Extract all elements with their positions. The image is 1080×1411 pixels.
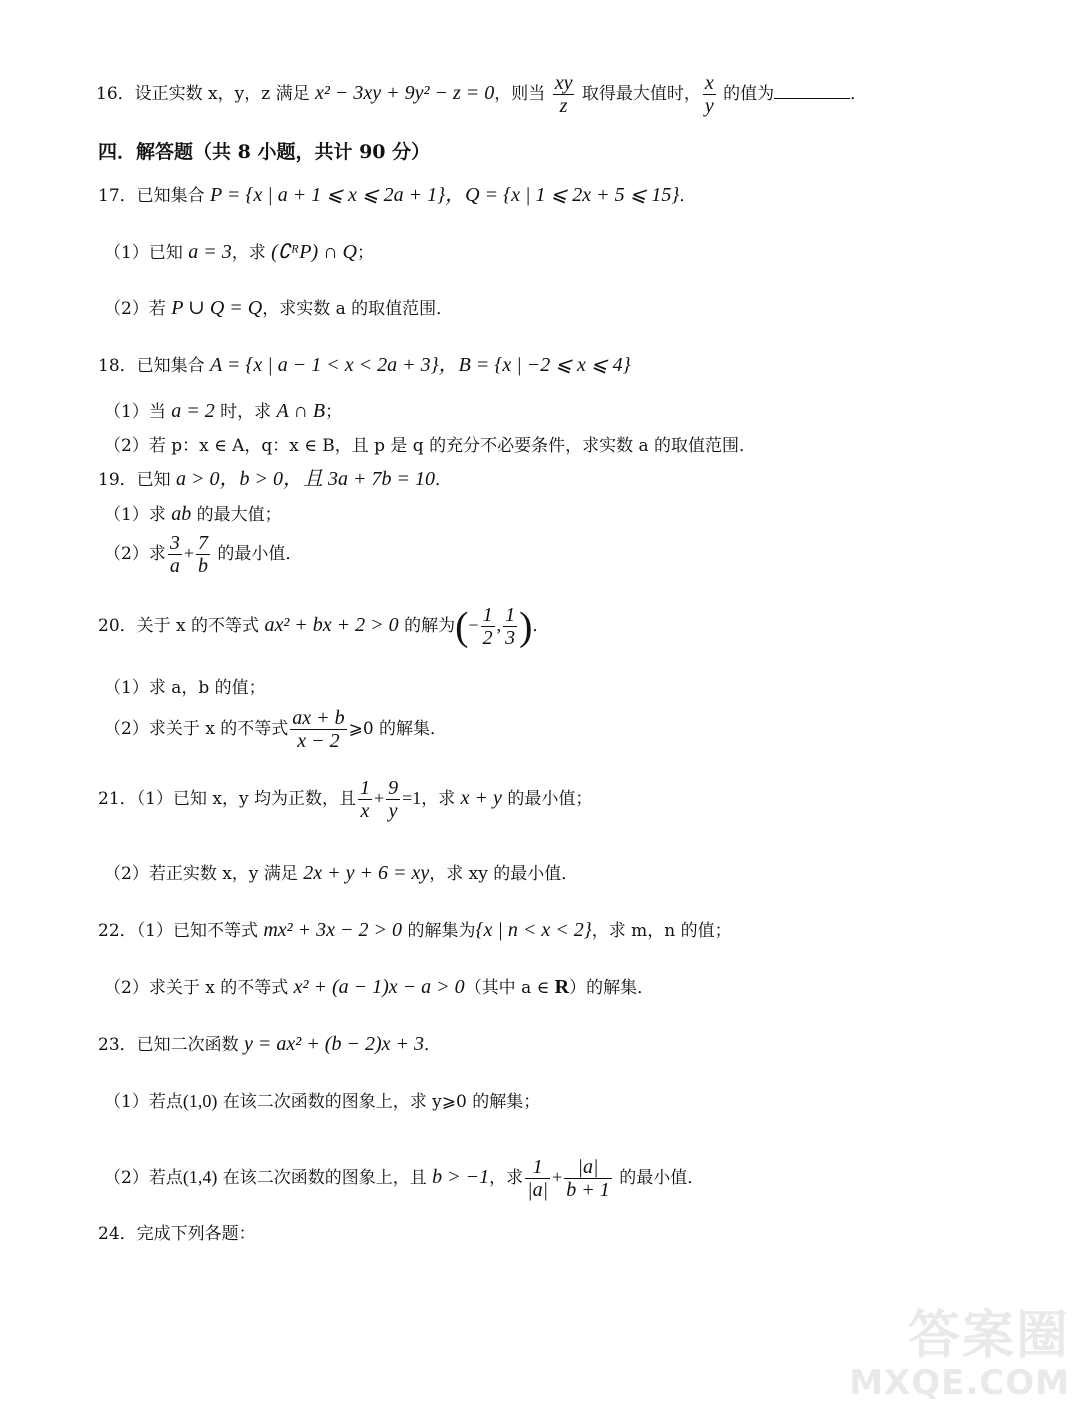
q17-part1-math: a = 3 bbox=[188, 241, 232, 263]
watermark-logo-text: 答案圈 bbox=[907, 1306, 1070, 1366]
q16-fraction-x-over-y bbox=[703, 72, 716, 117]
q20-stem-end: ． bbox=[532, 616, 550, 636]
q23-plus-sign: + bbox=[552, 1167, 563, 1187]
q19-stem-prefix: 19．已知 bbox=[98, 470, 177, 490]
q19-plus-sign: + bbox=[183, 543, 194, 563]
q20-interval-open-paren: ( bbox=[455, 603, 469, 649]
q23-fraction-abs-a-over-b-plus-1 bbox=[564, 1156, 612, 1201]
q20-part2-prefix: （2）求关于 x 的不等式 bbox=[104, 719, 289, 739]
q20-frac1-numerator: 1 bbox=[482, 604, 493, 626]
q17-part1-mid: ，求 bbox=[231, 243, 272, 263]
q23-part2-mid2: ，求 bbox=[489, 1168, 524, 1188]
q21-fraction-1-over-x bbox=[358, 777, 372, 822]
watermark bbox=[849, 1293, 1070, 1403]
q19-fraction-3-over-a bbox=[168, 532, 182, 577]
q21-part2-math: 2x + y + 6 = xy bbox=[303, 862, 430, 884]
q23-stem-end: ． bbox=[423, 1035, 441, 1055]
q22-part1-set: {x | n < x < 2} bbox=[475, 919, 592, 941]
q20-fraction-1-over-2 bbox=[481, 604, 495, 649]
question-20-stem bbox=[98, 604, 549, 649]
q17-part1-prefix: （1）已知 bbox=[104, 243, 189, 263]
q19-stem-end: ． bbox=[435, 470, 453, 490]
q18-stem-prefix: 18．已知集合 bbox=[98, 356, 211, 376]
q19-part1-prefix: （1）求 bbox=[104, 505, 172, 525]
q23-frac2-denominator: b + 1 bbox=[566, 1179, 610, 1201]
q21-plus-sign: + bbox=[373, 788, 385, 808]
q20-part2-numerator: ax + b bbox=[292, 707, 345, 729]
q21-part2-prefix: （2）若正实数 x，y 满足 bbox=[104, 864, 304, 884]
q20-interval-minus: − bbox=[468, 615, 479, 635]
q20-stem-prefix: 20．关于 x 的不等式 bbox=[98, 616, 265, 636]
q20-frac2-numerator: 1 bbox=[505, 604, 516, 626]
q17-part2-end: ，求实数 a 的取值范围． bbox=[262, 299, 454, 319]
q16-suffix: 的值为 bbox=[717, 84, 775, 104]
q20-fraction-1-over-3 bbox=[503, 604, 517, 649]
q23-part2-mid: 在该二次函数的图象上，且 bbox=[217, 1168, 433, 1188]
q20-part2-denominator: x − 2 bbox=[290, 729, 346, 752]
q17-part2-math: P ∪ Q = Q bbox=[171, 297, 263, 319]
q18-part1-end: ； bbox=[325, 402, 343, 422]
q19-frac1-denominator: a bbox=[169, 555, 180, 577]
q20-frac1-denominator: 2 bbox=[482, 627, 493, 649]
q23-frac1-denominator: |a| bbox=[527, 1179, 549, 1201]
q18-part1-mid: 时，求 bbox=[214, 402, 277, 422]
q20-stem-mid: 的解为 bbox=[398, 616, 456, 636]
q23-part1-prefix: （1）若点 bbox=[104, 1092, 183, 1112]
q18-stem-math: A = {x | a − 1 < x < 2a + 3}，B = {x | −2 ⩽ x ⩽ 4} bbox=[210, 354, 631, 376]
q21-frac1-numerator: 1 bbox=[359, 777, 370, 799]
q22-real-numbers-symbol: R bbox=[554, 976, 570, 998]
q17-part2-prefix: （2）若 bbox=[104, 299, 172, 319]
question-17-part-2 bbox=[104, 296, 453, 321]
q16-middle: ，则当 bbox=[494, 84, 551, 104]
q18-part1-math: a = 2 bbox=[171, 400, 215, 422]
q21-part1-expr: x + y bbox=[460, 787, 502, 809]
question-18-stem bbox=[98, 353, 631, 378]
q22-part2-math: x² + (a − 1)x − a > 0 bbox=[293, 976, 465, 998]
q21-fraction-9-over-y bbox=[386, 777, 400, 822]
q16-frac2-numerator: x bbox=[704, 72, 714, 94]
q19-part2-end: 的最小值． bbox=[211, 544, 303, 564]
q18-part1-prefix: （1）当 bbox=[104, 402, 172, 422]
q22-part1-math: mx² + 3x − 2 > 0 bbox=[263, 919, 403, 941]
question-19-part-2 bbox=[104, 532, 302, 577]
q23-part2-end: 的最小值． bbox=[613, 1168, 705, 1188]
q23-part1-point: (1,0) bbox=[182, 1091, 218, 1111]
question-21-part-2 bbox=[104, 861, 578, 886]
question-17-stem bbox=[98, 183, 696, 208]
q23-part2-prefix: （2）若点 bbox=[104, 1168, 183, 1188]
q19-part1-math: ab bbox=[171, 503, 192, 525]
question-23-part-1 bbox=[104, 1089, 540, 1114]
q20-interval-close-paren: ) bbox=[519, 603, 533, 649]
q21-frac2-denominator: y bbox=[386, 799, 400, 822]
q21-frac2-numerator: 9 bbox=[388, 777, 399, 799]
q17-stem-prefix: 17．已知集合 bbox=[98, 186, 211, 206]
q21-part1-prefix: 21．（1）已知 x，y 均为正数，且 bbox=[98, 789, 356, 809]
question-24-stem: 24．完成下列各题： bbox=[98, 1224, 256, 1244]
q17-stem-end: ． bbox=[679, 186, 697, 206]
question-20-part-1: （1）求 a，b 的值； bbox=[104, 678, 266, 698]
q20-interval-comma: , bbox=[496, 615, 502, 635]
q19-part2-prefix: （2）求 bbox=[104, 544, 166, 564]
question-18-part-1 bbox=[104, 399, 342, 424]
q21-part1-mid: ，求 bbox=[421, 789, 461, 809]
q19-part1-end: 的最大值； bbox=[191, 505, 282, 525]
q21-equals-one: =1 bbox=[402, 788, 422, 808]
q22-part1-mid: 的解集为 bbox=[402, 921, 476, 941]
q23-frac2-numerator: |a| bbox=[577, 1156, 599, 1178]
q19-stem-math: a > 0，b > 0，且 3a + 7b = 10 bbox=[176, 468, 436, 490]
q23-frac1-numerator: 1 bbox=[532, 1156, 543, 1178]
q16-prefix: 16．设正实数 x，y，z 满足 bbox=[96, 84, 315, 104]
watermark-url: MXQE.COM bbox=[849, 1363, 1070, 1403]
question-19-stem bbox=[98, 467, 452, 492]
question-23-stem bbox=[98, 1032, 441, 1057]
q20-fraction-ax-plus-b-over-x-minus-2 bbox=[290, 707, 346, 752]
q23-part2-point: (1,4) bbox=[182, 1167, 218, 1187]
q19-fraction-7-over-b bbox=[196, 532, 210, 577]
question-18-part-2: （2）若 p：x ∈ A，q：x ∈ B，且 p 是 q 的充分不必要条件，求实数 a 的取值范围． bbox=[104, 436, 757, 456]
q16-answer-blank bbox=[774, 80, 850, 99]
q23-part2-math: b > −1 bbox=[432, 1166, 490, 1188]
question-20-part-2 bbox=[104, 707, 447, 752]
q22-part2-end: ）的解集． bbox=[569, 978, 655, 998]
question-21-part-1 bbox=[98, 777, 592, 822]
q19-frac2-numerator: 7 bbox=[197, 532, 208, 554]
q22-part1-prefix: 22．（1）已知不等式 bbox=[98, 921, 264, 941]
section-heading: 四．解答题（共 8 小题，共计 90 分） bbox=[98, 141, 431, 163]
q22-part2-prefix: （2）求关于 x 的不等式 bbox=[104, 978, 294, 998]
q23-stem-math: y = ax² + (b − 2)x + 3 bbox=[244, 1033, 424, 1055]
question-19-part-1 bbox=[104, 502, 282, 527]
q22-part2-mid: （其中 a ∈ bbox=[464, 978, 555, 998]
q17-part1-end: ； bbox=[357, 243, 374, 263]
q21-part2-end: ，求 xy 的最小值． bbox=[429, 864, 579, 884]
question-16 bbox=[96, 72, 867, 117]
question-23-part-2 bbox=[104, 1156, 704, 1201]
q20-stem-math: ax² + bx + 2 > 0 bbox=[264, 614, 399, 636]
q19-frac1-numerator: 3 bbox=[169, 532, 180, 554]
q21-part1-end: 的最小值； bbox=[501, 789, 593, 809]
q16-frac2-denominator: y bbox=[704, 95, 714, 117]
q19-frac2-denominator: b bbox=[197, 555, 208, 577]
question-22-part-2 bbox=[104, 975, 654, 1000]
q17-stem-math: P = {x | a + 1 ⩽ x ⩽ 2a + 1}，Q = {x | 1 ⩽ 2x + 5 ⩽ 15} bbox=[210, 184, 680, 206]
q23-part1-end: 在该二次函数的图象上，求 y⩾0 的解集； bbox=[217, 1092, 541, 1112]
q23-fraction-1-over-abs-a bbox=[525, 1156, 550, 1201]
q21-frac1-denominator: x bbox=[358, 799, 372, 822]
q20-frac2-denominator: 3 bbox=[505, 627, 516, 649]
question-17-part-1 bbox=[104, 240, 374, 265]
q18-part1-expr: A ∩ B bbox=[276, 400, 326, 422]
q16-fraction-xy-over-z bbox=[553, 72, 575, 117]
q16-frac1-numerator: xy bbox=[554, 72, 573, 94]
question-22-part-1 bbox=[98, 918, 732, 943]
q22-part1-end: ，求 m，n 的值； bbox=[591, 921, 732, 941]
q16-after-frac1: 取得最大值时， bbox=[576, 84, 701, 104]
q16-frac1-denominator: z bbox=[553, 94, 575, 117]
q17-part1-expr: (∁ᴿP) ∩ Q bbox=[271, 241, 357, 263]
q16-end: ． bbox=[850, 84, 868, 104]
q20-part2-end: ⩾0 的解集． bbox=[348, 719, 448, 739]
q16-equation: x² − 3xy + 9y² − z = 0 bbox=[315, 82, 495, 104]
q23-stem-prefix: 23．已知二次函数 bbox=[98, 1035, 245, 1055]
